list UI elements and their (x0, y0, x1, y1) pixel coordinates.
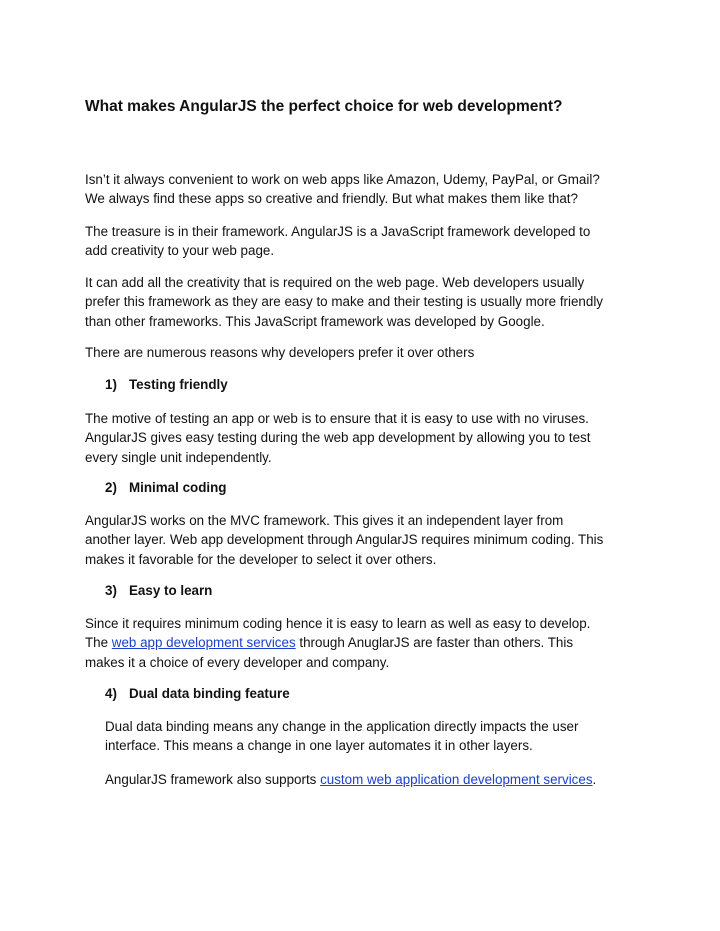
text-line: every single unit independently. (85, 449, 272, 465)
testing-paragraph (85, 409, 645, 467)
text-line: The motive of testing an app or web is to ensure that it is easy to use with no viruses. (85, 411, 589, 426)
page-title: What makes AngularJS the perfect choice for web development? (85, 98, 563, 115)
section-heading-dual-data-binding (105, 684, 290, 703)
text-fragment: AngularJS framework also supports (105, 772, 321, 787)
text-line: Dual data binding means any change in the application directly impacts the user (105, 719, 579, 734)
list-number: 3) (105, 583, 117, 598)
section-heading-text: Minimal coding (129, 480, 227, 495)
text-line: makes it a choice of every developer and company. (85, 654, 390, 670)
section-heading-text: Dual data binding feature (129, 686, 290, 701)
text-line: another layer. Web app development through AngularJS requires minimum coding. This (85, 532, 604, 548)
text-line: interface. This means a change in one layer automates it in other layers. (105, 738, 533, 754)
creativity-paragraph (85, 273, 645, 331)
list-number: 2) (105, 480, 117, 495)
section-heading-text: Testing friendly (129, 377, 228, 392)
section-heading-text: Easy to learn (129, 583, 213, 598)
text-fragment: The (85, 635, 112, 651)
custom-web-application-development-services-link[interactable]: custom web application development services (320, 772, 593, 787)
mvc-paragraph (85, 511, 645, 569)
text-line: We always find these apps so creative and friendly. But what makes them like that? (85, 191, 578, 207)
web-app-development-services-link[interactable]: web app development services (111, 635, 296, 651)
text-line: than other frameworks. This JavaScript framework was developed by Google. (85, 313, 545, 329)
list-number: 4) (105, 686, 117, 701)
text-line: It can add all the creativity that is required on the web page. Web developers usually (85, 275, 585, 290)
list-number: 1) (105, 377, 117, 392)
learning-paragraph (85, 614, 645, 672)
text-line: makes it favorable for the developer to select it over others. (85, 551, 437, 567)
text-line: AngularJS gives easy testing during the web app development by allowing you to test (85, 430, 591, 446)
text-line-with-link (85, 633, 645, 652)
binding-paragraph (105, 717, 645, 756)
reasons-intro-paragraph (85, 343, 645, 362)
text-line-with-link (105, 770, 645, 789)
support-paragraph (105, 770, 645, 789)
text-line: The treasure is in their framework. AngularJS is a JavaScript framework developed to (85, 224, 591, 239)
text-line: prefer this framework as they are easy to make and their testing is usually more friendly (85, 294, 603, 310)
text-line: There are numerous reasons why developers prefer it over others (85, 345, 475, 360)
text-line: Isn’t it always convenient to work on web apps like Amazon, Udemy, PayPal, or Gmail? (85, 172, 600, 187)
text-line: Since it requires minimum coding hence it is easy to learn as well as easy to develop. (85, 616, 591, 631)
framework-paragraph (85, 222, 645, 261)
text-line: AngularJS works on the MVC framework. This gives it an independent layer from (85, 513, 564, 528)
text-fragment: through AnuglarJS are faster than others. This (295, 635, 574, 651)
text-line: add creativity to your web page. (85, 243, 275, 259)
section-heading-easy-to-learn (105, 581, 212, 600)
intro-paragraph (85, 170, 645, 209)
text-fragment: . (592, 772, 597, 787)
section-heading-testing-friendly (105, 375, 228, 394)
section-heading-minimal-coding (105, 478, 226, 497)
